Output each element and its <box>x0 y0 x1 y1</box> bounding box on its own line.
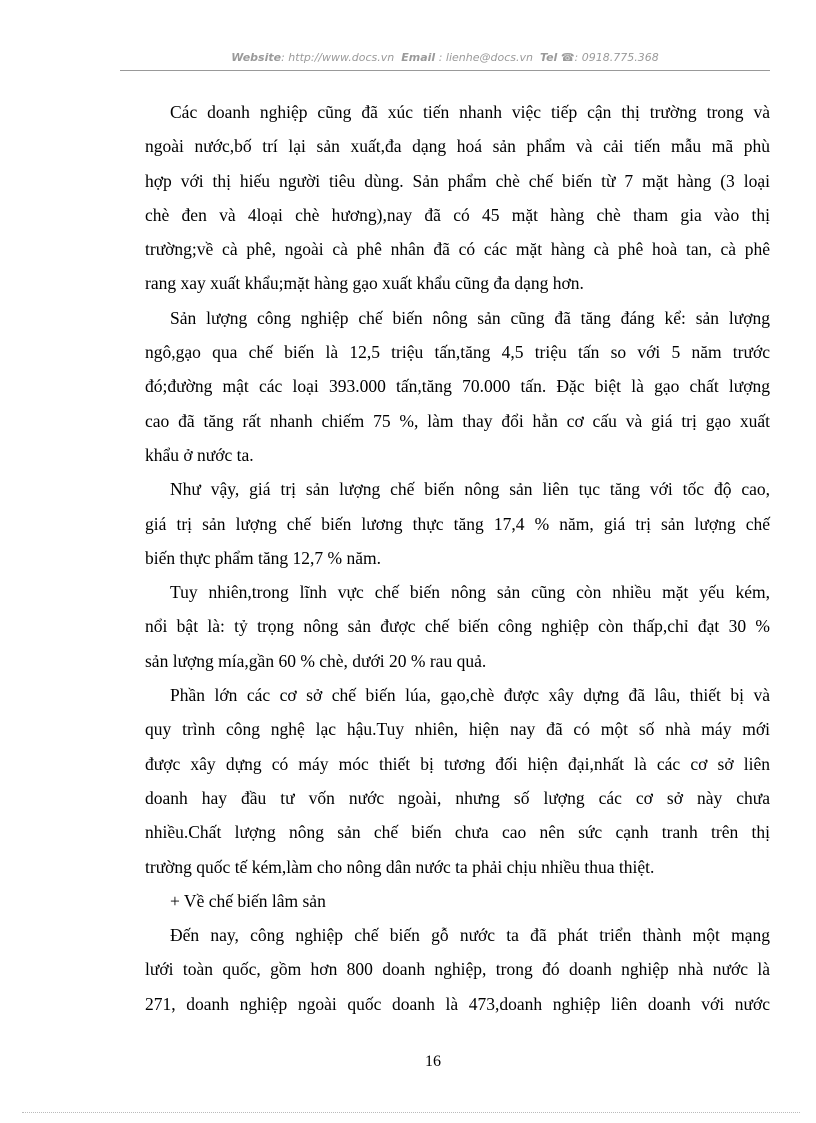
email-address[interactable]: : lienhe@docs.vn <box>438 51 533 64</box>
text-line: biến thực phẩm tăng 12,7 % năm. <box>145 547 381 568</box>
text-line: nổi bật là: tỷ trọng nông sản được chế biến công nghiệp còn thấp,chỉ đạt 30 % <box>145 616 770 637</box>
tel-label: Tel <box>539 51 558 64</box>
text-line: nhiều.Chất lượng nông sản chế biến chưa cao nên sức cạnh tranh trên thị <box>145 822 770 843</box>
phone-icon: ☎ <box>560 51 575 64</box>
paragraph <box>145 918 770 1021</box>
email-label: Email <box>401 51 436 64</box>
text-line: ngô,gạo qua chế biến là 12,5 triệu tấn,tăng 4,5 triệu tấn so với 5 năm trước <box>145 342 770 363</box>
text-line: doanh hay đầu tư vốn nước ngoài, nhưng số lượng các cơ sở này chưa <box>145 787 770 808</box>
text-line: sản lượng mía,gần 60 % chè, dưới 20 % rau quả. <box>145 650 487 671</box>
paragraph <box>145 884 770 918</box>
document-body <box>145 95 770 1021</box>
website-label: Website <box>231 51 282 64</box>
tel-number: : 0918.775.368 <box>574 51 659 64</box>
text-line: Như vậy, giá trị sản lượng chế biến nông sản liên tục tăng với tốc độ cao, <box>170 479 770 500</box>
page-number: 16 <box>425 1053 441 1070</box>
paragraph <box>145 472 770 575</box>
text-line: quy trình công nghệ lạc hậu.Tuy nhiên, hiện nay đã có một số nhà máy mới <box>145 719 770 740</box>
text-line: lưới toàn quốc, gồm hơn 800 doanh nghiệp, trong đó doanh nghiệp nhà nước là <box>145 959 770 980</box>
page-header <box>120 51 770 64</box>
page-bottom-border <box>22 1112 800 1113</box>
text-line: giá trị sản lượng chế biến lương thực tăng 17,4 % năm, giá trị sản lượng chế <box>145 513 770 534</box>
text-line: khẩu ở nước ta. <box>145 444 254 465</box>
text-line: + Về chế biến lâm sản <box>170 890 326 911</box>
text-line: trường;về cà phê, ngoài cà phê nhân đã có các mặt hàng cà phê hoà tan, cà phê <box>145 239 770 260</box>
paragraph <box>145 678 770 884</box>
text-line: chè đen và 4loại chè hương),nay đã có 45 mặt hàng chè tham gia vào thị <box>145 204 770 225</box>
website-url[interactable]: : http://www.docs.vn <box>281 51 395 64</box>
text-line: hợp với thị hiếu người tiêu dùng. Sản phẩm chè chế biến từ 7 mặt hàng (3 loại <box>145 170 770 191</box>
text-line: Các doanh nghiệp cũng đã xúc tiến nhanh việc tiếp cận thị trường trong và <box>170 102 770 122</box>
text-line: 271, doanh nghiệp ngoài quốc doanh là 473,doanh nghiệp liên doanh với nước <box>145 993 770 1014</box>
text-line: được xây dựng có máy móc thiết bị tương đối hiện đại,nhất là các cơ sở liên <box>145 753 770 774</box>
text-line: Sản lượng công nghiệp chế biến nông sản cũng đã tăng đáng kể: sản lượng <box>170 307 770 328</box>
text-line: rang xay xuất khẩu;mặt hàng gạo xuất khẩu cũng đa dạng hơn. <box>145 273 584 294</box>
text-line: cao đã tăng rất nhanh chiếm 75 %, làm thay đổi hẳn cơ cấu và giá trị gạo xuất <box>145 410 770 431</box>
paragraph <box>145 301 770 472</box>
header-divider <box>120 70 770 71</box>
text-line: Đến nay, công nghiệp chế biến gỗ nước ta đã phát triển thành một mạng <box>170 925 770 946</box>
text-line: đó;đường mật các loại 393.000 tấn,tăng 70.000 tấn. Đặc biệt là gạo chất lượng <box>145 376 770 397</box>
paragraph <box>145 575 770 678</box>
paragraph <box>145 95 770 301</box>
text-line: Tuy nhiên,trong lĩnh vực chế biến nông sản cũng còn nhiều mặt yếu kém, <box>170 582 770 603</box>
text-line: trường quốc tế kém,làm cho nông dân nước ta phải chịu nhiều thua thiệt. <box>145 856 655 877</box>
text-line: Phần lớn các cơ sở chế biến lúa, gạo,chè được xây dựng đã lâu, thiết bị và <box>170 685 770 706</box>
text-line: ngoài nước,bố trí lại sản xuất,đa dạng hoá sản phẩm và cải tiến mẫu mã phù <box>145 136 770 157</box>
